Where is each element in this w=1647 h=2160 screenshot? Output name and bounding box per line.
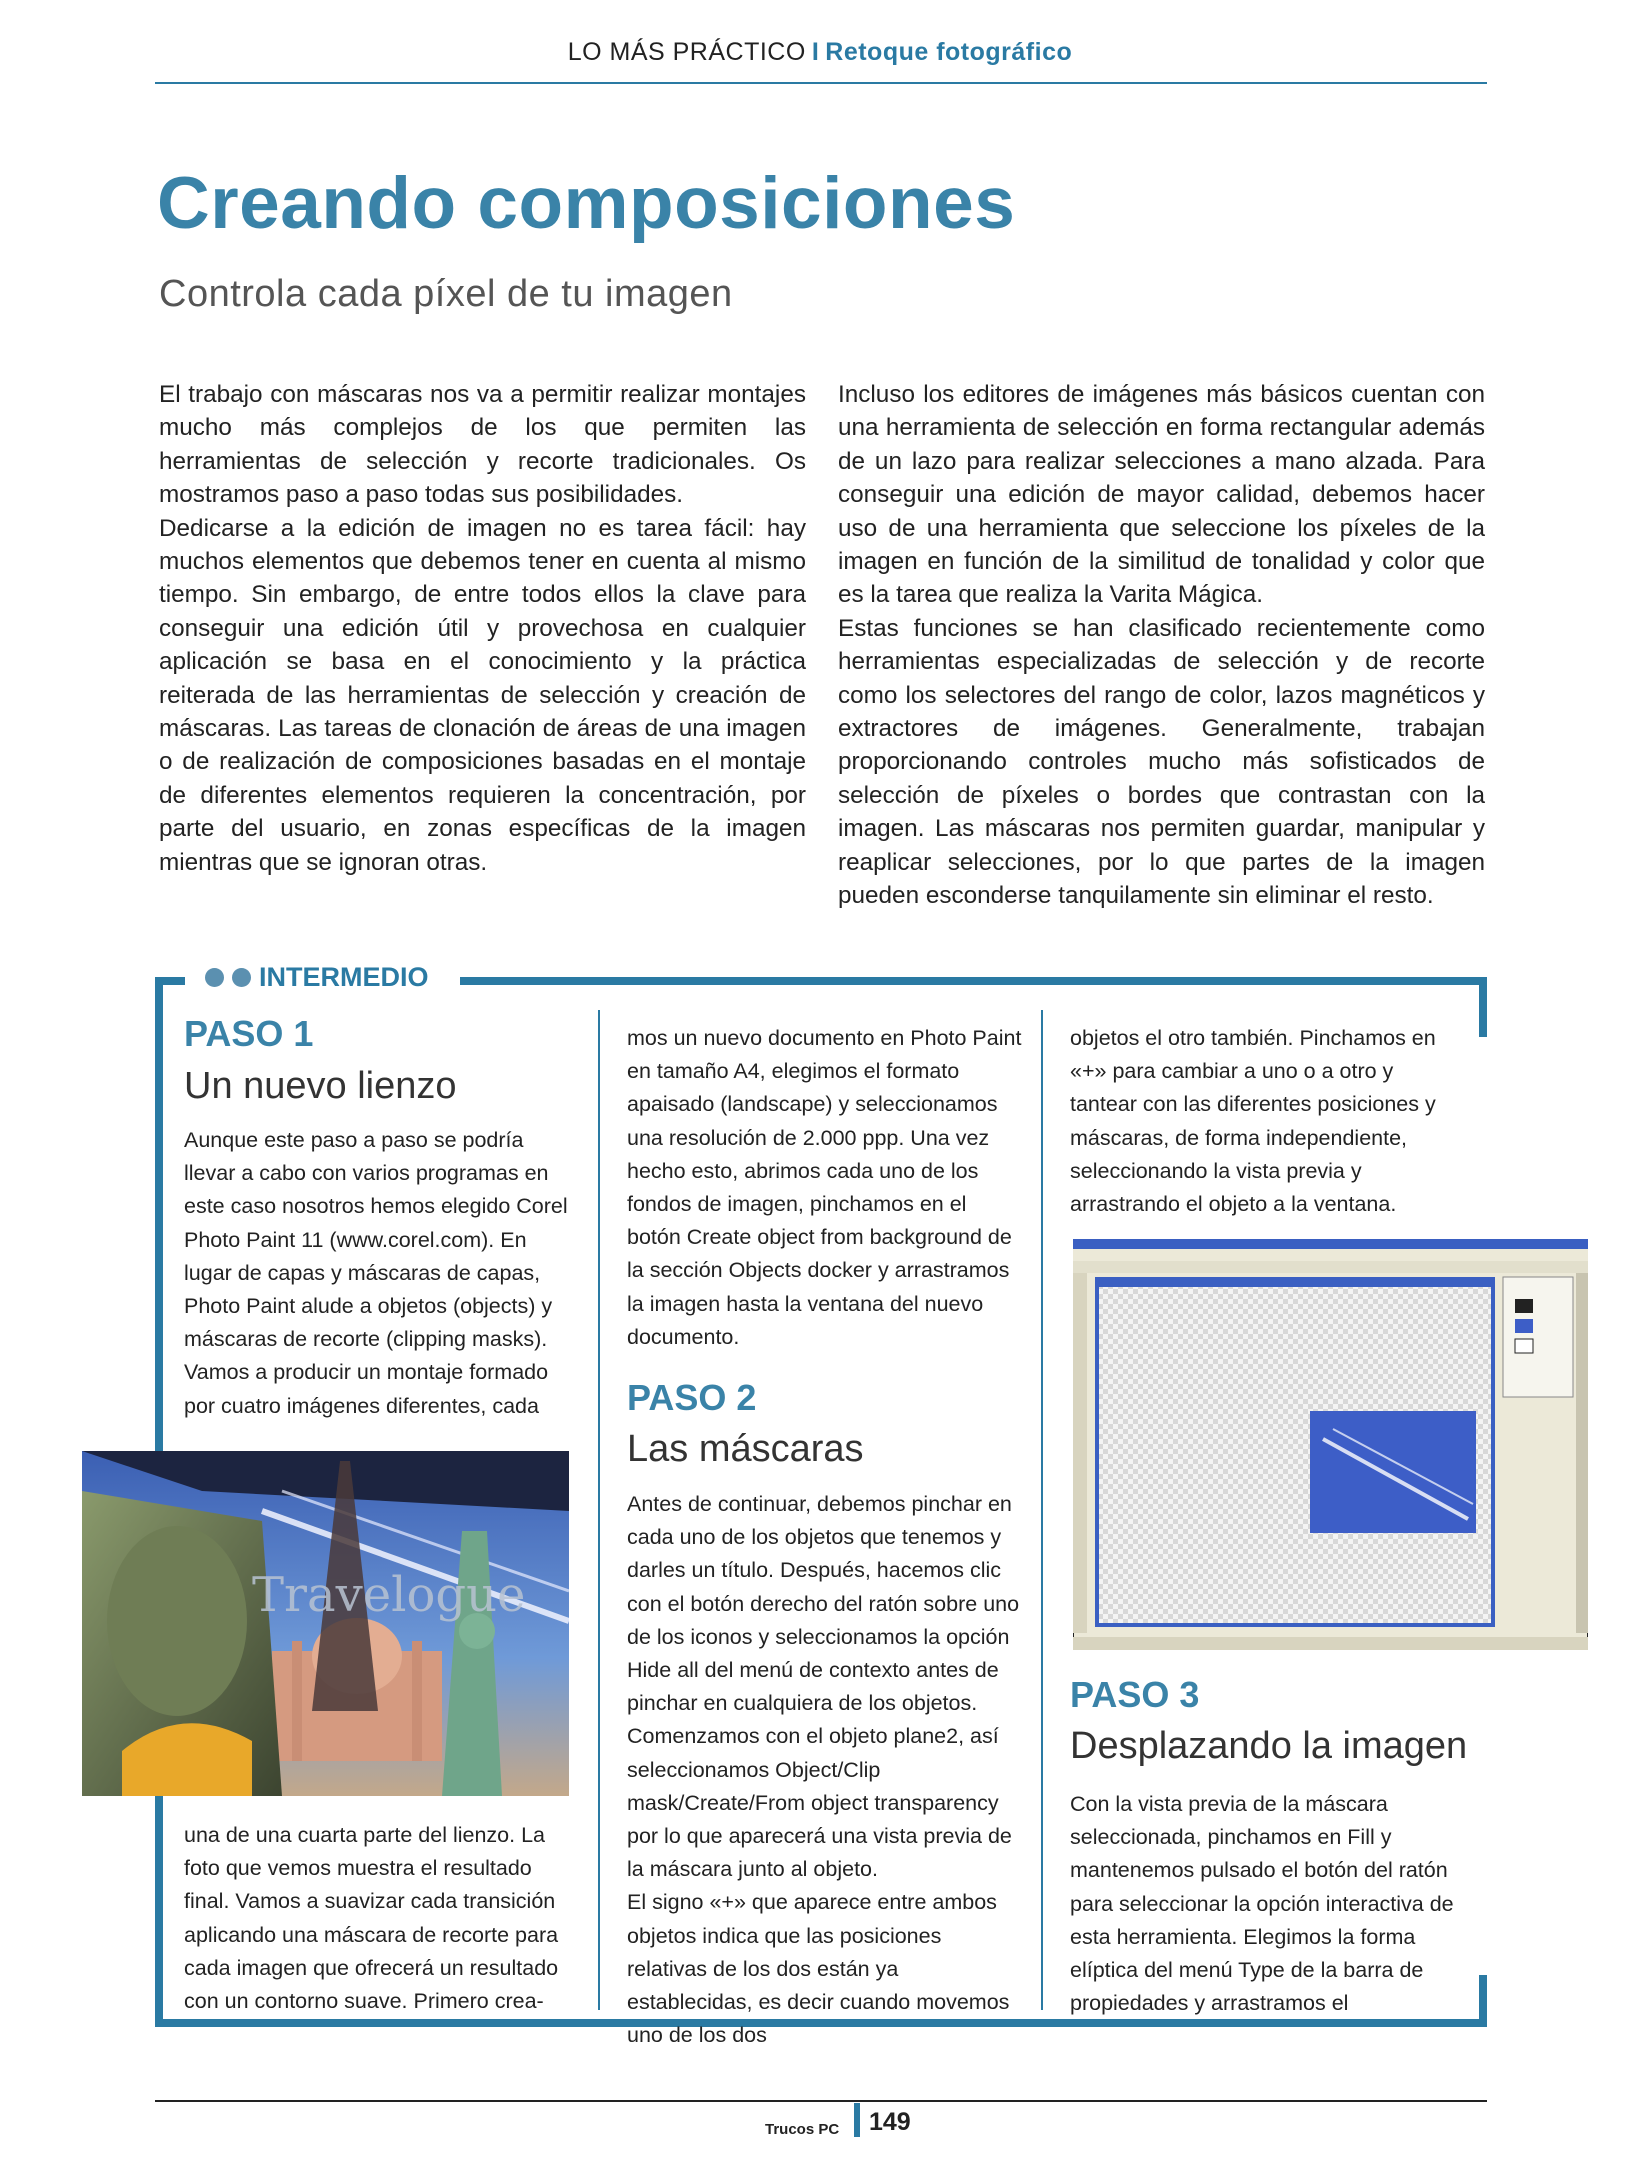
body-paragraph: objetos el otro también. Pinchamos en «+» para cambiar a uno o a otro y tantear con las diferentes posiciones y máscaras, de forma independiente, seleccionando la vista previa y arrastrando el objeto a la ventana. bbox=[1070, 1026, 1436, 1217]
body-paragraph: El signo «+» que aparece entre ambos objetos indica que las posiciones relativas de los dos están ya establecidas, es decir cuando movemos uno de los dos bbox=[627, 1890, 1010, 2048]
step-1-text bbox=[184, 1124, 569, 1423]
intro-paragraph: El trabajo con máscaras nos va a permitir realizar montajes mucho más complejos de los que permiten las herramientas de selección y recorte tradicionales. Os mostramos paso a paso todas sus posibilidades. bbox=[159, 381, 806, 509]
step-3-label: PASO 3 bbox=[1070, 1674, 1200, 1715]
intro-paragraph: Dedicarse a la edición de imagen no es tarea fácil: hay muchos elementos que debemos tener en cuenta al mismo tiempo. Sin embargo, de entre todos ellos la clave para conseguir una edición útil y provechosa en cualquier aplicación se basa en el conocimiento y la práctica reiterada de las herramientas de selección y creación de máscaras. Las tareas de clonación de áreas de una imagen o de realización de composiciones basadas en el montaje de diferentes elementos requieren la concentración, por parte del usuario, en zonas específicas de la imagen mientras que se ignoran otras. bbox=[159, 514, 806, 876]
step-2-label: PASO 2 bbox=[627, 1377, 757, 1418]
header-section: LO MÁS PRÁCTICO bbox=[567, 38, 806, 66]
travelogue-composite-photo bbox=[82, 1451, 569, 1796]
box-frame-top-left bbox=[155, 977, 185, 985]
step-2-title: Las máscaras bbox=[627, 1428, 864, 1470]
page-title: Creando composiciones bbox=[157, 163, 1016, 244]
body-paragraph: mos un nuevo documento en Photo Paint en tamaño A4, elegimos el formato apaisado (landscape) y seleccionamos una resolución de 2.000 ppp. Una vez hecho esto, abrimos cada uno de los fondos de imagen, pinchamos en el botón Create object from background de la sección Objects docker y arrastramos la imagen hasta la ventana del nuevo documento. bbox=[627, 1026, 1022, 1349]
step-3-text bbox=[1070, 1788, 1465, 2020]
difficulty-dot-icon bbox=[205, 968, 224, 987]
header-rule bbox=[155, 82, 1487, 84]
running-header bbox=[155, 38, 1485, 67]
header-separator: I bbox=[811, 38, 820, 66]
step-2-text-col3 bbox=[1070, 1022, 1465, 1221]
difficulty-dot-icon bbox=[232, 968, 251, 987]
body-paragraph: Aunque este paso a paso se podría llevar a cabo con varios programas en este caso nosotros hemos elegido Corel Photo Paint 11 (www.corel.com). En lugar de capas y máscaras de capas, Photo Paint alude a objetos (objects) y máscaras de recorte (clipping masks). Vamos a producir un montaje formado por cuatro imágenes diferentes, cada bbox=[184, 1128, 568, 1418]
step-3-title: Desplazando la imagen bbox=[1070, 1725, 1468, 1767]
column-separator bbox=[1041, 1010, 1043, 2010]
footer-accent-bar bbox=[854, 2103, 860, 2137]
step-2-text bbox=[627, 1488, 1022, 2052]
step-1-title: Un nuevo lienzo bbox=[184, 1065, 457, 1107]
photo-caption: Travelogue bbox=[252, 1567, 526, 1623]
step-1-text-continued bbox=[184, 1819, 569, 2018]
difficulty-badge bbox=[205, 962, 429, 993]
body-paragraph: una de una cuarta parte del lienzo. La foto que vemos muestra el resultado final. Vamos a suavizar cada transición aplicando una máscara de recorte para cada imagen que ofrecerá un resultado con un contorno suave. Primero crea- bbox=[184, 1823, 559, 2014]
step-1-label: PASO 1 bbox=[184, 1013, 314, 1054]
step-1-text-col2 bbox=[627, 1022, 1022, 1354]
box-frame-right-bottom bbox=[1479, 1975, 1487, 2027]
box-frame-top-right bbox=[460, 977, 1487, 985]
column-separator bbox=[598, 1010, 600, 2010]
difficulty-label: INTERMEDIO bbox=[259, 962, 429, 992]
intro-column-right bbox=[838, 378, 1485, 913]
body-paragraph: Con la vista previa de la máscara seleccionada, pinchamos en Fill y mantenemos pulsado el botón del ratón para seleccionar la opción interactiva de esta herramienta. Elegimos la forma elíptica del menú Type de la barra de propiedades y arrastramos el bbox=[1070, 1792, 1454, 2016]
footer-rule bbox=[155, 2100, 1487, 2102]
body-paragraph: Antes de continuar, debemos pinchar en cada uno de los objetos que tenemos y darles un título. Después, hacemos clic con el botón derecho del ratón sobre uno de los iconos y seleccionamos la opción Hide all del menú de contexto antes de pinchar en cualquiera de los objetos. Comenzamos con el objeto plane2, así seleccionamos Object/Clip mask/Create/From object transparency por lo que aparecerá una vista previa de la máscara junto al objeto. bbox=[627, 1492, 1020, 1882]
intro-paragraph: Incluso los editores de imágenes más básicos cuentan con una herramienta de selección en forma rectangular además de un lazo para realizar selecciones a mano alzada. Para conseguir una edición de mayor calidad, debemos hacer uso de una herramienta que seleccione los píxeles de la imagen en función de la similitud de tonalidad y color que es la tarea que realiza la Varita Mágica. bbox=[838, 381, 1485, 609]
header-subsection: Retoque fotográfico bbox=[825, 38, 1073, 66]
box-frame-right-top bbox=[1479, 977, 1487, 1037]
footer-magazine-name: Trucos PC bbox=[765, 2121, 840, 2138]
intro-column-left bbox=[159, 378, 806, 879]
intro-paragraph: Estas funciones se han clasificado recientemente como herramientas especializadas de selección y de recorte como los selectores del rango de color, lazos magnéticos y extractores de imágenes. Generalmente, trabajan proporcionando controles mucho más sofisticados de selección de píxeles o bordes que contrastan con la imagen. Las máscaras nos permiten guardar, manipular y reaplicar selecciones, por lo que partes de la imagen pueden esconderse tanquilamente sin eliminar el resto. bbox=[838, 614, 1485, 910]
page-subtitle: Controla cada píxel de tu imagen bbox=[159, 273, 733, 315]
page-number: 149 bbox=[869, 2108, 911, 2136]
photo-paint-screenshot bbox=[1073, 1239, 1588, 1650]
